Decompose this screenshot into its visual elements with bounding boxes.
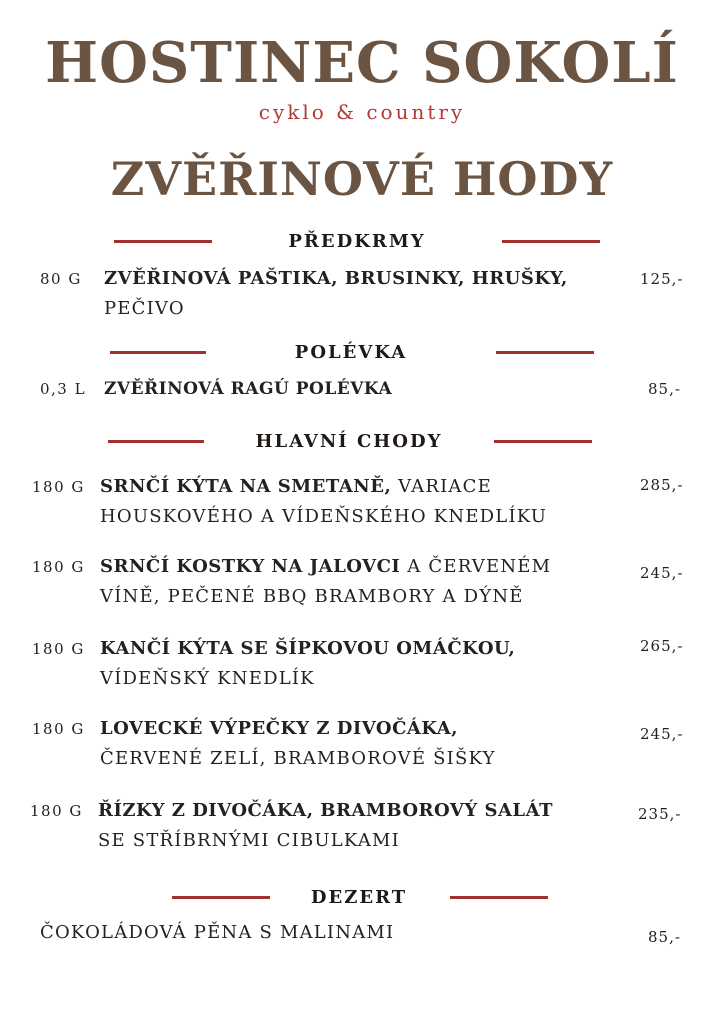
restaurant-tagline: cyklo & country — [258, 100, 466, 124]
section-rule-left — [108, 440, 204, 443]
item-detail: A ČERVENÉM — [400, 556, 552, 577]
menu-item-description — [40, 918, 394, 948]
section-heading-dezert: DEZERT — [310, 887, 408, 908]
item-name: SRNČÍ KÝTA NA SMETANĚ, — [100, 476, 392, 497]
item-quantity: 180 G — [32, 640, 85, 658]
section-rule-right — [450, 896, 548, 899]
menu-item-description — [100, 634, 515, 694]
section-rule-right — [502, 240, 600, 243]
item-detail: PEČIVO — [104, 298, 185, 319]
section-rule-left — [172, 896, 270, 899]
section-rule-left — [110, 351, 206, 354]
item-detail: HOUSKOVÉHO A VÍDEŇSKÉHO KNEDLÍKU — [100, 506, 548, 527]
item-name: LOVECKÉ VÝPEČKY Z DIVOČÁKA, — [100, 718, 459, 739]
menu-item-description — [98, 796, 553, 856]
item-quantity: 80 G — [40, 270, 82, 288]
item-detail: VARIACE — [391, 476, 492, 497]
item-quantity: 180 G — [32, 478, 85, 496]
restaurant-name: HOSTINEC SOKOLÍ — [45, 30, 679, 96]
item-price: 85,- — [648, 928, 681, 946]
item-price: 245,- — [640, 564, 684, 582]
section-heading-predkrmy: PŘEDKRMY — [288, 231, 426, 252]
item-detail: ČERVENÉ ZELÍ, BRAMBOROVÉ ŠIŠKY — [100, 748, 496, 769]
item-price: 245,- — [640, 725, 684, 743]
section-rule-right — [496, 351, 594, 354]
menu-item-description — [104, 264, 568, 324]
item-detail: ČOKOLÁDOVÁ PĚNA S MALINAMI — [40, 922, 395, 943]
item-detail: SE STŘÍBRNÝMI CIBULKAMI — [98, 830, 400, 851]
item-name: ŘÍZKY Z DIVOČÁKA, BRAMBOROVÝ SALÁT — [98, 800, 553, 821]
item-price: 265,- — [640, 637, 684, 655]
item-quantity: 180 G — [32, 558, 85, 576]
menu-item-description — [100, 552, 551, 612]
item-quantity: 180 G — [30, 802, 83, 820]
section-heading-hlavni-chody: HLAVNÍ CHODY — [255, 431, 443, 452]
item-detail: VÍNĚ, PEČENÉ BBQ BRAMBORY A DÝNĚ — [100, 586, 524, 607]
item-quantity: 0,3 L — [40, 380, 87, 398]
section-rule-left — [114, 240, 212, 243]
item-name: KANČÍ KÝTA SE ŠÍPKOVOU OMÁČKOU, — [100, 638, 516, 659]
item-price: 285,- — [640, 476, 684, 494]
item-price: 85,- — [648, 380, 681, 398]
menu-item-description — [100, 714, 496, 774]
item-name: ZVĚŘINOVÁ RAGÚ POLÉVKA — [104, 379, 393, 399]
item-price: 125,- — [640, 270, 684, 288]
menu-item-description — [104, 374, 392, 404]
section-heading-polevka: POLÉVKA — [294, 342, 408, 363]
item-quantity: 180 G — [32, 720, 85, 738]
section-rule-right — [494, 440, 592, 443]
item-detail: VÍDEŇSKÝ KNEDLÍK — [100, 668, 315, 689]
item-price: 235,- — [638, 805, 682, 823]
menu-item-description — [100, 472, 547, 532]
item-name: ZVĚŘINOVÁ PAŠTIKA, BRUSINKY, HRUŠKY, — [104, 268, 568, 289]
item-name: SRNČÍ KOSTKY NA JALOVCI — [100, 556, 401, 577]
event-title: ZVĚŘINOVÉ HODY — [110, 152, 614, 206]
